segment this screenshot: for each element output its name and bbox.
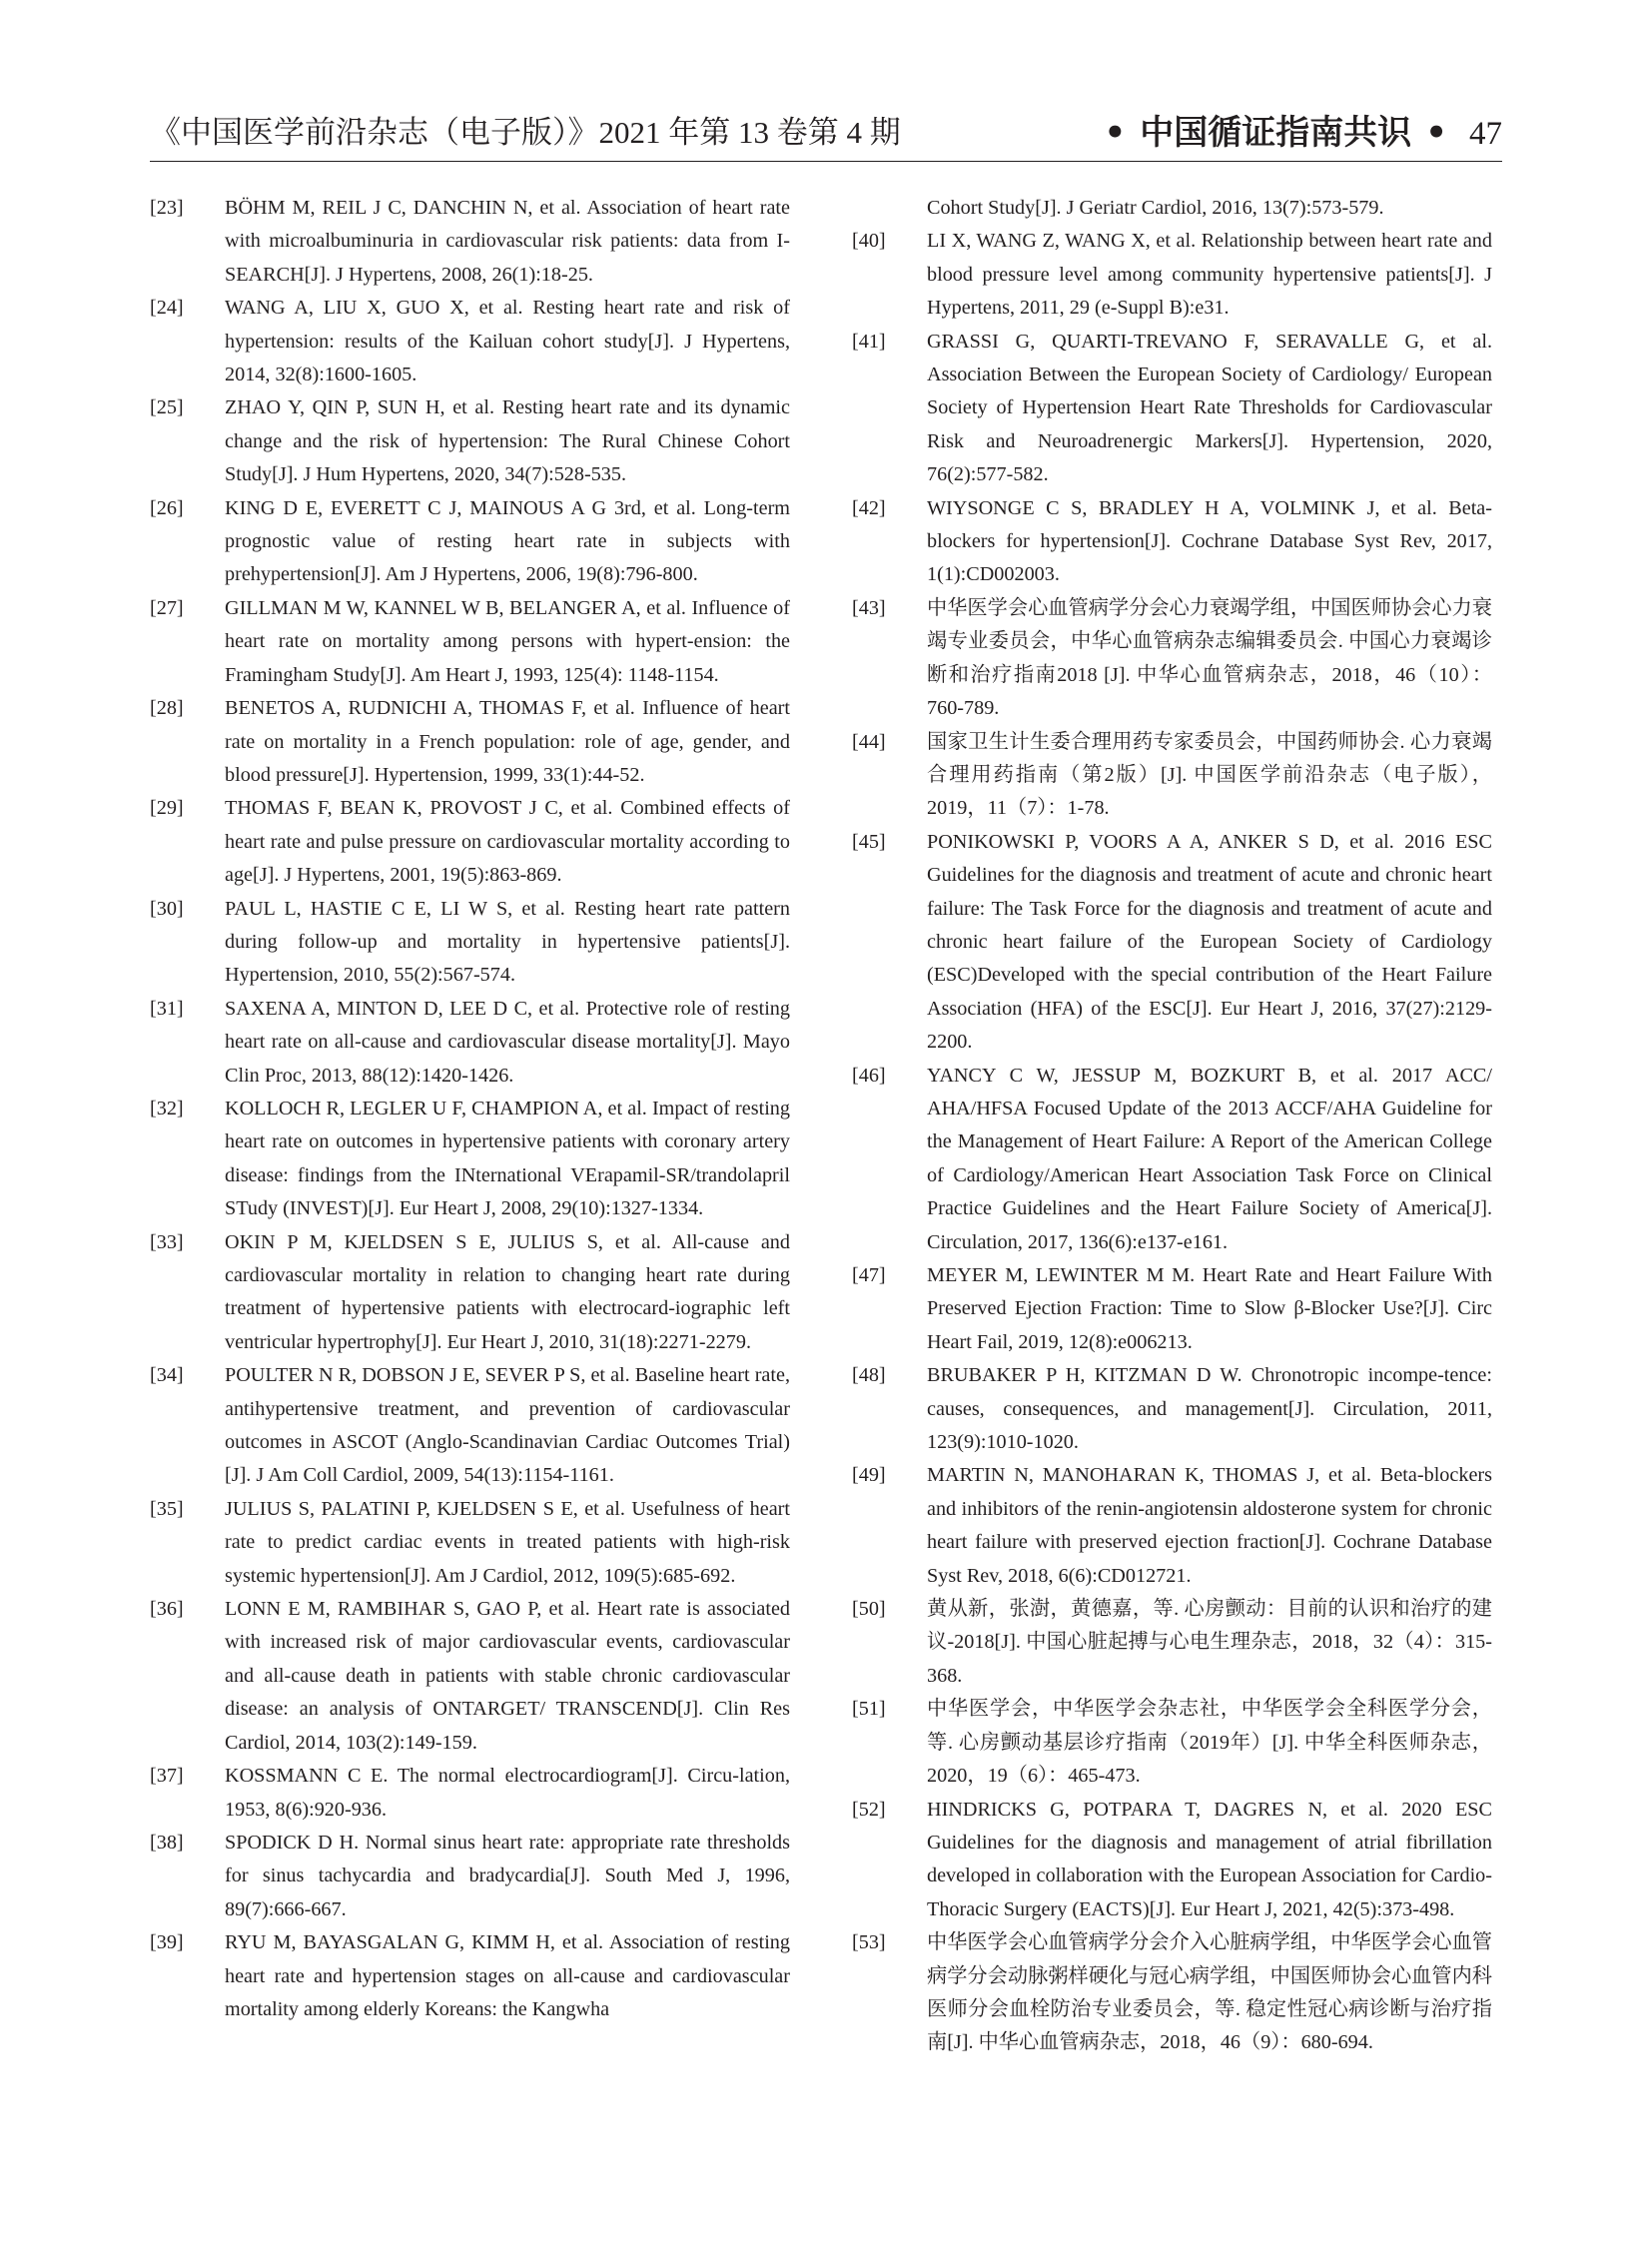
reference-number: [33] (150, 1230, 184, 1253)
reference-number: [43] (852, 596, 886, 619)
reference-number: [45] (852, 830, 886, 853)
reference-number: [34] (150, 1364, 184, 1387)
header-section (1091, 108, 1502, 159)
reference-item (852, 1794, 1492, 1927)
reference-item (852, 1693, 1492, 1793)
reference-number: [24] (150, 297, 184, 320)
reference-number: [23] (150, 197, 184, 219)
reference-item (852, 1359, 1492, 1459)
reference-number: [31] (150, 997, 184, 1020)
reference-item (150, 391, 790, 491)
reference-text: WANG A, LIU X, GUO X, et al. Resting heart rate and risk of hypertension: results of the Kailuan cohort study[J]. J Hypertens, 2014, 32(8):1600-1605. (225, 297, 790, 386)
reference-item (852, 1259, 1492, 1359)
reference-item (150, 1760, 790, 1827)
reference-number: [46] (852, 1064, 886, 1087)
reference-text: PAUL L, HASTIE C E, LI W S, et al. Resting heart rate pattern during follow-up and mortality in hypertensive patients[J]. Hypertension, 2010, 55(2):567-574. (225, 897, 790, 987)
reference-number: [52] (852, 1798, 886, 1821)
reference-number: [39] (150, 1931, 184, 1954)
reference-text: GILLMAN M W, KANNEL W B, BELANGER A, et al. Influence of heart rate on mortality among persons with hypert-ension: the Framingham Study[J]. Am Heart J, 1993, 125(4): 1148-1154. (225, 596, 790, 686)
reference-item (852, 225, 1492, 325)
reference-text: KOLLOCH R, LEGLER U F, CHAMPION A, et al. Impact of resting heart rate on outcomes in hypertensive patients with coronary artery disease: findings from the INternational VErapamil-SR/trandolapril STudy (INVEST)[J]. Eur Heart J, 2008, 29(10):1327-1334. (225, 1097, 790, 1220)
reference-text: KING D E, EVERETT C J, MAINOUS A G 3rd, et al. Long-term prognostic value of resting heart rate in subjects with prehypertension[J]. Am J Hypertens, 2006, 19(8):796-800. (225, 496, 790, 586)
reference-number: [49] (852, 1464, 886, 1487)
section-title: 中国循证指南共识 (1140, 113, 1412, 153)
reference-number: [29] (150, 797, 184, 820)
reference-number: [41] (852, 330, 886, 353)
reference-text: THOMAS F, BEAN K, PROVOST J C, et al. Combined effects of heart rate and pulse pressure on cardiovascular mortality according to age[J]. J Hypertens, 2001, 19(5):863-869. (225, 797, 790, 887)
reference-number: [36] (150, 1598, 184, 1621)
reference-text: MEYER M, LEWINTER M M. Heart Rate and Heart Failure With Preserved Ejection Fraction: Time to Slow β-Blocker Use?[J]. Circ Heart Fail, 2019, 12(8):e006213. (927, 1264, 1492, 1353)
reference-text: 中华医学会心血管病学分会介入心脏病学组，中华医学会心血管病学分会动脉粥样硬化与冠心病学组，中国医师协会心血管内科医师分会血栓防治专业委员会，等. 稳定性冠心病诊断与治疗指南[J]. 中华心血管病杂志，2018，46（9）：680-694. (927, 1931, 1492, 2054)
reference-item (852, 1926, 1492, 2060)
header-rule (150, 161, 1502, 162)
reference-number: [44] (852, 730, 886, 753)
reference-number: [51] (852, 1698, 886, 1721)
reference-number: [47] (852, 1264, 886, 1286)
reference-item (852, 826, 1492, 1060)
reference-column-left (150, 192, 790, 2026)
reference-item (852, 1593, 1492, 1693)
reference-text: POULTER N R, DOBSON J E, SEVER P S, et al. Baseline heart rate, antihypertensive treatment, and prevention of cardiovascular outcomes in ASCOT (Anglo-Scandinavian Cardiac Outcomes Trial)[J]. J Am Coll Cardiol, 2009, 54(13):1154-1161. (225, 1364, 790, 1487)
reference-item (852, 326, 1492, 492)
reference-item (852, 726, 1492, 826)
reference-number: [26] (150, 496, 184, 519)
reference-number: [35] (150, 1497, 184, 1520)
reference-item (852, 192, 1492, 225)
reference-text: Cohort Study[J]. J Geriatr Cardiol, 2016, 13(7):573-579. (927, 197, 1384, 219)
reference-text: RYU M, BAYASGALAN G, KIMM H, et al. Association of resting heart rate and hypertension stages on all-cause and cardiovascular mortality among elderly Koreans: the Kangwha (225, 1931, 790, 2020)
reference-item (150, 692, 790, 792)
reference-item (150, 1493, 790, 1593)
page-number: 47 (1469, 116, 1502, 152)
reference-text: PONIKOWSKI P, VOORS A A, ANKER S D, et al. 2016 ESC Guidelines for the diagnosis and treatment of acute and chronic heart failure: The Task Force for the diagnosis and treatment of acute and chronic heart failure of the European Society of Cardiology (ESC)Developed with the special contribution of the Heart Failure Association (HFA) of the ESC[J]. Eur Heart J, 2016, 37(27):2129-2200. (927, 830, 1492, 1054)
reference-text: WIYSONGE C S, BRADLEY H A, VOLMINK J, et al. Beta-blockers for hypertension[J]. Cochrane Database Syst Rev, 2017, 1(1):CD002003. (927, 496, 1492, 586)
reference-number: [30] (150, 897, 184, 920)
reference-item (150, 1359, 790, 1493)
reference-text: JULIUS S, PALATINI P, KJELDSEN S E, et al. Usefulness of heart rate to predict cardiac events in treated patients with high-risk systemic hypertension[J]. Am J Cardiol, 2012, 109(5):685-692. (225, 1497, 790, 1587)
reference-item (150, 993, 790, 1093)
reference-text: BÖHM M, REIL J C, DANCHIN N, et al. Association of heart rate with microalbuminuria in cardiovascular risk patients: data from I-SEARCH[J]. J Hypertens, 2008, 26(1):18-25. (225, 197, 790, 286)
reference-text: SPODICK D H. Normal sinus heart rate: appropriate rate thresholds for sinus tachycardia and bradycardia[J]. South Med J, 1996, 89(7):666-667. (225, 1831, 790, 1920)
reference-text: HINDRICKS G, POTPARA T, DAGRES N, et al. 2020 ESC Guidelines for the diagnosis and management of atrial fibrillation developed in collaboration with the European Association for Cardio-Thoracic Surgery (EACTS)[J]. Eur Heart J, 2021, 42(5):373-498. (927, 1798, 1492, 1920)
reference-number: [42] (852, 496, 886, 519)
reference-item (150, 792, 790, 892)
reference-text: BRUBAKER P H, KITZMAN D W. Chronotropic incompe-tence: causes, consequences, and management[J]. Circulation, 2011, 123(9):1010-1020. (927, 1364, 1492, 1454)
reference-number: [28] (150, 697, 184, 720)
reference-item (150, 192, 790, 292)
reference-item (150, 1093, 790, 1226)
reference-number: [25] (150, 396, 184, 419)
reference-text: KOSSMANN C E. The normal electrocardiogram[J]. Circu-lation, 1953, 8(6):920-936. (225, 1765, 790, 1821)
reference-text: GRASSI G, QUARTI-TREVANO F, SERAVALLE G, et al. Association Between the European Society of Cardiology/ European Society of Hypertension Heart Rate Thresholds for Cardiovascular Risk and Neuroadrenergic Markers[J]. Hypertension, 2020, 76(2):577-582. (927, 330, 1492, 486)
reference-number: [48] (852, 1364, 886, 1387)
reference-number: [32] (150, 1097, 184, 1120)
reference-text: BENETOS A, RUDNICHI A, THOMAS F, et al. Influence of heart rate on mortality in a French population: role of age, gender, and blood pressure[J]. Hypertension, 1999, 33(1):44-52. (225, 697, 790, 786)
reference-item (150, 292, 790, 391)
reference-number: [53] (852, 1931, 886, 1954)
reference-item (150, 893, 790, 993)
reference-text: 中华医学会心血管病学分会心力衰竭学组，中国医师协会心力衰竭专业委员会，中华心血管病杂志编辑委员会. 中国心力衰竭诊断和治疗指南2018 [J]. 中华心血管病杂志，2018，46（10）：760-789. (927, 596, 1492, 720)
reference-column-right (852, 192, 1492, 2060)
reference-item (150, 1593, 790, 1760)
reference-text: 中华医学会，中华医学会杂志社，中华医学会全科医学分会，等. 心房颤动基层诊疗指南（2019年）[J]. 中华全科医师杂志，2020，19（6）：465-473. (927, 1698, 1492, 1788)
reference-number: [27] (150, 596, 184, 619)
reference-text: SAXENA A, MINTON D, LEE D C, et al. Protective role of resting heart rate on all-cause and cardiovascular disease mortality[J]. Mayo Clin Proc, 2013, 88(12):1420-1426. (225, 997, 790, 1087)
reference-text: LONN E M, RAMBIHAR S, GAO P, et al. Heart rate is associated with increased risk of major cardiovascular events, cardiovascular and all-cause death in patients with stable chronic cardiovascular disease: an analysis of ONTARGET/ TRANSCEND[J]. Clin Res Cardiol, 2014, 103(2):149-159. (225, 1598, 790, 1754)
reference-number: [50] (852, 1598, 886, 1621)
reference-item (150, 1827, 790, 1926)
header-bullet-left: • (1104, 113, 1127, 153)
reference-item (150, 1926, 790, 2026)
reference-item (150, 492, 790, 592)
reference-item (150, 592, 790, 692)
journal-title: 《中国医学前沿杂志（电子版）》2021 年第 13 卷第 4 期 (150, 115, 901, 150)
reference-number: [37] (150, 1765, 184, 1788)
reference-number: [40] (852, 230, 886, 253)
reference-text: LI X, WANG Z, WANG X, et al. Relationship between heart rate and blood pressure level among community hypertensive patients[J]. J Hypertens, 2011, 29 (e-Suppl B):e31. (927, 230, 1492, 320)
reference-text: 国家卫生计生委合理用药专家委员会，中国药师协会. 心力衰竭合理用药指南（第2版）[J]. 中国医学前沿杂志（电子版），2019，11（7）：1-78. (927, 730, 1492, 820)
reference-text: MARTIN N, MANOHARAN K, THOMAS J, et al. Beta-blockers and inhibitors of the renin-angiotensin aldosterone system for chronic heart failure with preserved ejection fraction[J]. Cochrane Database Syst Rev, 2018, 6(6):CD012721. (927, 1464, 1492, 1587)
reference-text: OKIN P M, KJELDSEN S E, JULIUS S, et al. All-cause and cardiovascular mortality in relation to changing heart rate during treatment of hypertensive patients with electrocard-iographic left ventricular hypertrophy[J]. Eur Heart J, 2010, 31(18):2271-2279. (225, 1230, 790, 1353)
reference-item (852, 1459, 1492, 1593)
reference-item (852, 492, 1492, 592)
reference-item (150, 1226, 790, 1360)
reference-item (852, 1060, 1492, 1259)
reference-item (852, 592, 1492, 726)
reference-text: YANCY C W, JESSUP M, BOZKURT B, et al. 2017 ACC/ AHA/HFSA Focused Update of the 2013 ACCF/AHA Guideline for the Management of Heart Failure: A Report of the American College of Cardiology/American Heart Association Task Force on Clinical Practice Guidelines and the Heart Failure Society of America[J]. Circulation, 2017, 136(6):e137-e161. (927, 1064, 1492, 1253)
reference-text: 黄从新，张澍，黄德嘉，等. 心房颤动：目前的认识和治疗的建议-2018[J]. 中国心脏起搏与心电生理杂志，2018，32（4）：315-368. (927, 1598, 1492, 1687)
header-bullet-right: • (1425, 113, 1447, 153)
reference-number: [38] (150, 1831, 184, 1854)
reference-text: ZHAO Y, QIN P, SUN H, et al. Resting heart rate and its dynamic change and the risk of hypertension: The Rural Chinese Cohort Study[J]. J Hum Hypertens, 2020, 34(7):528-535. (225, 396, 790, 486)
page-header (150, 108, 1502, 158)
